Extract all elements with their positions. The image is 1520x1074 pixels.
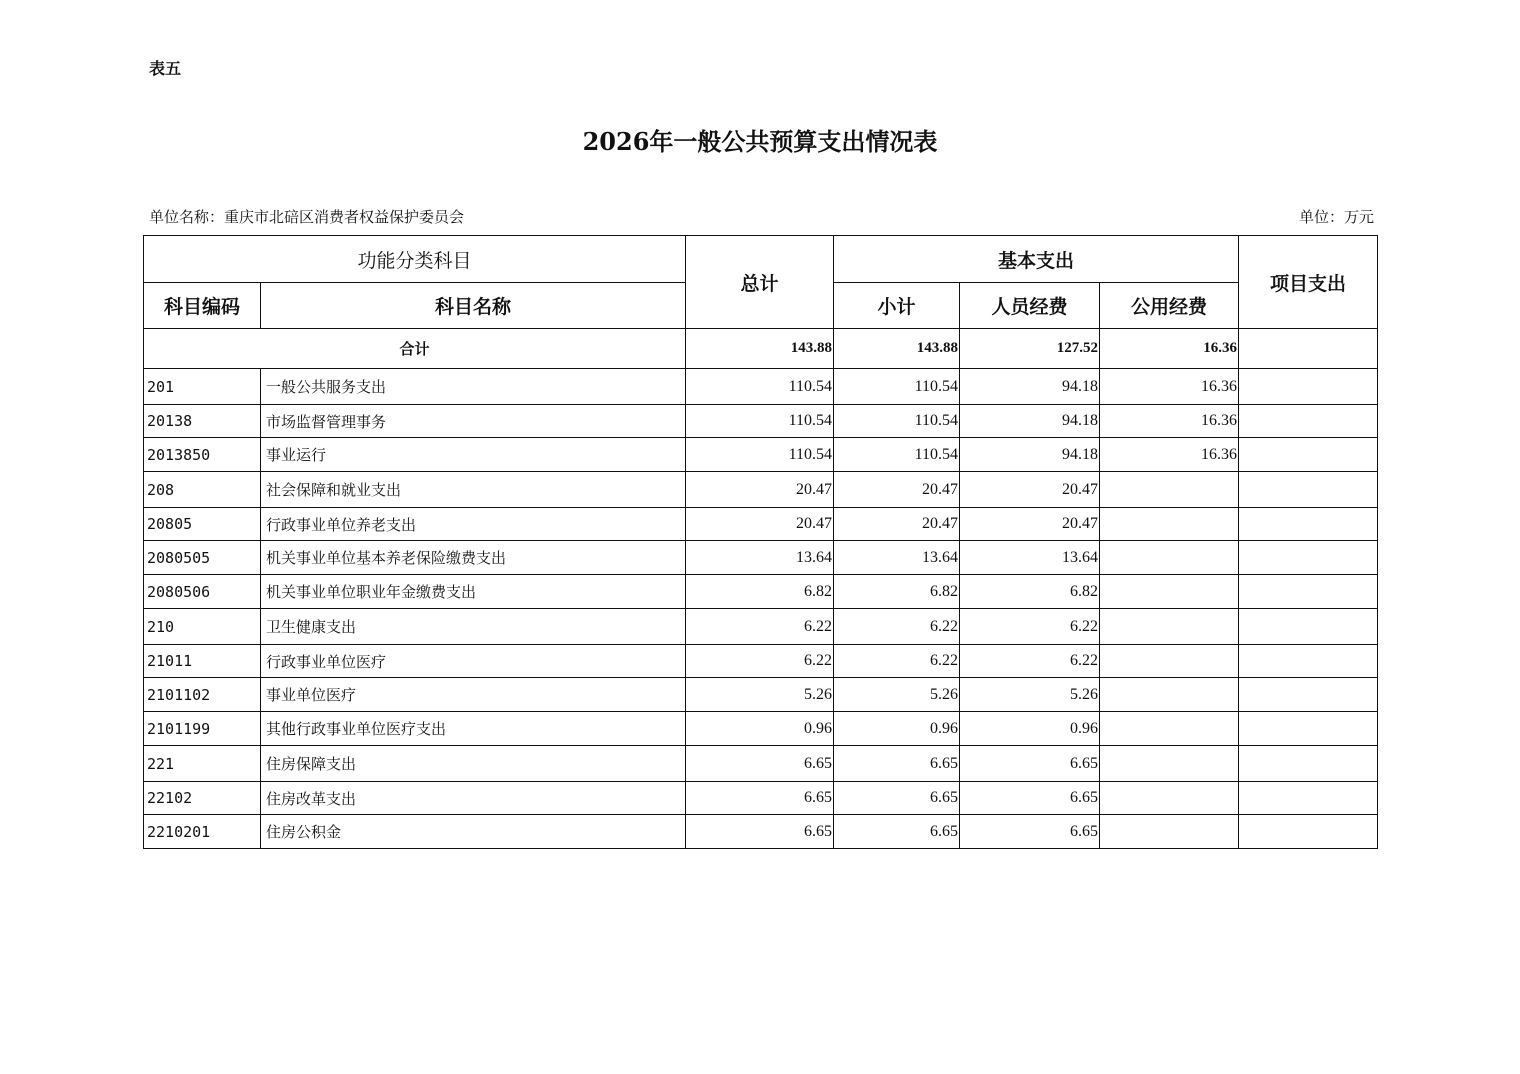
header-public: 公用经费 [1100, 283, 1239, 329]
row-public [1100, 472, 1239, 508]
row-total: 6.22 [686, 609, 834, 645]
row-public: 16.36 [1100, 405, 1239, 438]
row-name: 社会保障和就业支出 [261, 472, 686, 508]
row-public [1100, 575, 1239, 609]
row-public [1100, 508, 1239, 541]
row-name: 事业运行 [261, 438, 686, 472]
row-project [1239, 609, 1378, 645]
row-code: 2013850 [144, 438, 261, 472]
table-row [144, 782, 1378, 815]
row-subtotal: 6.22 [834, 645, 960, 678]
header-project: 项目支出 [1239, 236, 1378, 329]
table-row [144, 508, 1378, 541]
header-code: 科目编码 [144, 283, 261, 329]
table-row [144, 575, 1378, 609]
total-total: 143.88 [686, 329, 834, 369]
row-project [1239, 575, 1378, 609]
row-project [1239, 746, 1378, 782]
row-public [1100, 678, 1239, 712]
table-row [144, 746, 1378, 782]
row-total: 6.82 [686, 575, 834, 609]
row-code: 201 [144, 369, 261, 405]
row-name: 行政事业单位养老支出 [261, 508, 686, 541]
row-code: 2080505 [144, 541, 261, 575]
header-basic: 基本支出 [834, 236, 1239, 283]
total-row [144, 329, 1378, 369]
row-public: 16.36 [1100, 438, 1239, 472]
row-personnel: 6.65 [960, 746, 1100, 782]
row-code: 221 [144, 746, 261, 782]
row-project [1239, 815, 1378, 849]
row-total: 6.22 [686, 645, 834, 678]
row-name: 一般公共服务支出 [261, 369, 686, 405]
row-name: 其他行政事业单位医疗支出 [261, 712, 686, 746]
row-personnel: 20.47 [960, 508, 1100, 541]
table-row [144, 369, 1378, 405]
row-code: 21011 [144, 645, 261, 678]
table-row [144, 472, 1378, 508]
row-subtotal: 20.47 [834, 508, 960, 541]
row-name: 住房公积金 [261, 815, 686, 849]
row-personnel: 20.47 [960, 472, 1100, 508]
row-personnel: 6.82 [960, 575, 1100, 609]
row-total: 0.96 [686, 712, 834, 746]
row-total: 6.65 [686, 815, 834, 849]
row-public [1100, 815, 1239, 849]
row-code: 2101102 [144, 678, 261, 712]
row-code: 22102 [144, 782, 261, 815]
total-personnel: 127.52 [960, 329, 1100, 369]
table-row [144, 712, 1378, 746]
row-personnel: 94.18 [960, 405, 1100, 438]
row-project [1239, 472, 1378, 508]
header-subtotal: 小计 [834, 283, 960, 329]
row-personnel: 6.22 [960, 645, 1100, 678]
row-subtotal: 110.54 [834, 405, 960, 438]
row-project [1239, 438, 1378, 472]
row-subtotal: 0.96 [834, 712, 960, 746]
total-project [1239, 329, 1378, 369]
table-row [144, 609, 1378, 645]
row-total: 13.64 [686, 541, 834, 575]
row-total: 110.54 [686, 369, 834, 405]
row-name: 市场监督管理事务 [261, 405, 686, 438]
row-code: 2101199 [144, 712, 261, 746]
budget-table [143, 235, 1378, 849]
row-personnel: 6.22 [960, 609, 1100, 645]
row-code: 208 [144, 472, 261, 508]
total-label: 合计 [144, 329, 686, 369]
row-subtotal: 20.47 [834, 472, 960, 508]
row-personnel: 13.64 [960, 541, 1100, 575]
row-personnel: 0.96 [960, 712, 1100, 746]
row-personnel: 94.18 [960, 438, 1100, 472]
currency-unit-label: 单位：万元 [1298, 208, 1374, 226]
row-subtotal: 6.65 [834, 746, 960, 782]
header-name: 科目名称 [261, 283, 686, 329]
total-public: 16.36 [1100, 329, 1239, 369]
row-personnel: 5.26 [960, 678, 1100, 712]
page-title: 2026年一般公共预算支出情况表 [582, 127, 938, 156]
row-name: 住房保障支出 [261, 746, 686, 782]
row-name: 机关事业单位职业年金缴费支出 [261, 575, 686, 609]
row-total: 20.47 [686, 472, 834, 508]
row-personnel: 94.18 [960, 369, 1100, 405]
row-project [1239, 541, 1378, 575]
header-functional: 功能分类科目 [144, 236, 686, 283]
row-public [1100, 645, 1239, 678]
row-public [1100, 609, 1239, 645]
row-subtotal: 6.65 [834, 815, 960, 849]
table-row [144, 645, 1378, 678]
row-total: 20.47 [686, 508, 834, 541]
row-total: 5.26 [686, 678, 834, 712]
row-total: 110.54 [686, 438, 834, 472]
row-public [1100, 746, 1239, 782]
row-name: 行政事业单位医疗 [261, 645, 686, 678]
row-subtotal: 6.65 [834, 782, 960, 815]
row-code: 20138 [144, 405, 261, 438]
table-row [144, 815, 1378, 849]
row-subtotal: 13.64 [834, 541, 960, 575]
row-personnel: 6.65 [960, 815, 1100, 849]
row-total: 6.65 [686, 782, 834, 815]
row-code: 2080506 [144, 575, 261, 609]
row-project [1239, 508, 1378, 541]
table-row [144, 541, 1378, 575]
row-code: 2210201 [144, 815, 261, 849]
row-code: 210 [144, 609, 261, 645]
row-project [1239, 782, 1378, 815]
row-subtotal: 110.54 [834, 369, 960, 405]
row-total: 6.65 [686, 746, 834, 782]
row-public [1100, 782, 1239, 815]
row-project [1239, 645, 1378, 678]
row-name: 卫生健康支出 [261, 609, 686, 645]
row-subtotal: 5.26 [834, 678, 960, 712]
row-name: 事业单位医疗 [261, 678, 686, 712]
row-subtotal: 6.22 [834, 609, 960, 645]
row-subtotal: 6.82 [834, 575, 960, 609]
header-personnel: 人员经费 [960, 283, 1100, 329]
row-personnel: 6.65 [960, 782, 1100, 815]
table-row [144, 438, 1378, 472]
table-number: 表五 [149, 59, 182, 78]
row-name: 住房改革支出 [261, 782, 686, 815]
row-project [1239, 369, 1378, 405]
row-code: 20805 [144, 508, 261, 541]
row-project [1239, 678, 1378, 712]
row-public [1100, 541, 1239, 575]
row-public: 16.36 [1100, 369, 1239, 405]
row-total: 110.54 [686, 405, 834, 438]
total-subtotal: 143.88 [834, 329, 960, 369]
table-row [144, 678, 1378, 712]
row-public [1100, 712, 1239, 746]
unit-name-label: 单位名称：重庆市北碚区消费者权益保护委员会 [149, 208, 465, 226]
row-project [1239, 712, 1378, 746]
row-subtotal: 110.54 [834, 438, 960, 472]
row-name: 机关事业单位基本养老保险缴费支出 [261, 541, 686, 575]
table-row [144, 405, 1378, 438]
row-project [1239, 405, 1378, 438]
header-total: 总计 [686, 236, 834, 329]
